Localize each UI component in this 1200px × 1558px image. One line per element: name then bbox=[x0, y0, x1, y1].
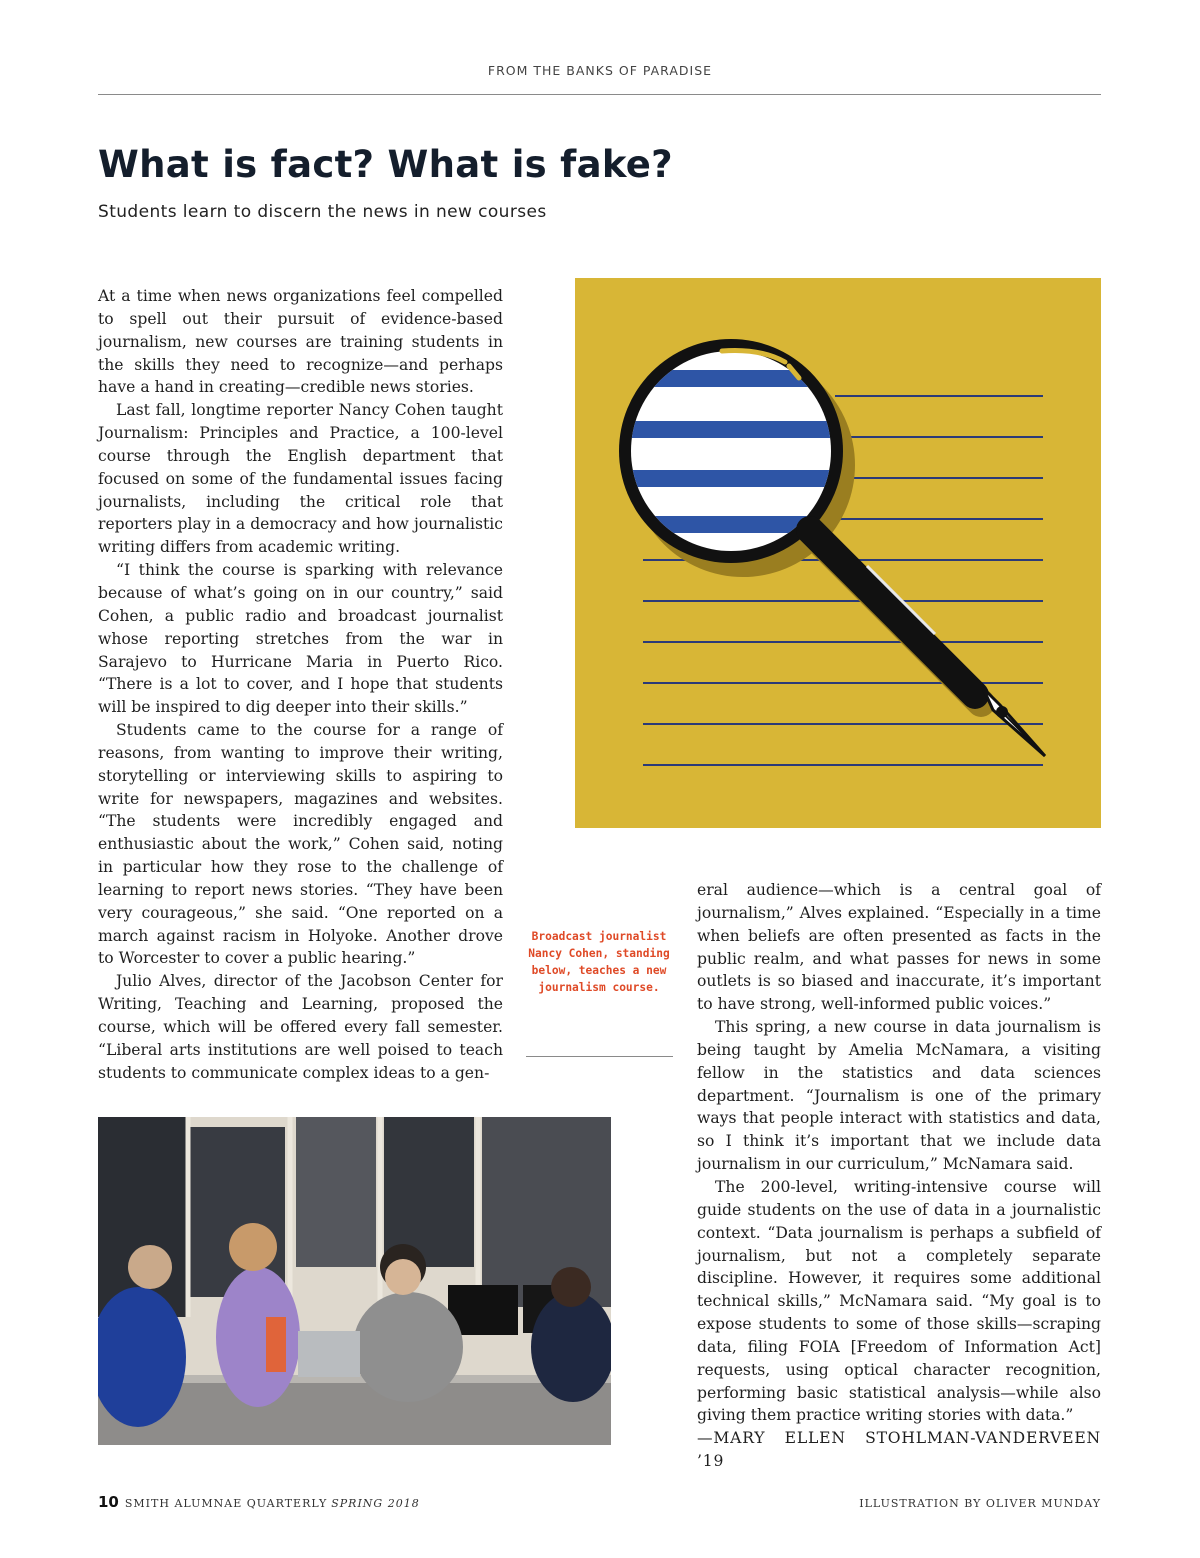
magnifying-glass-pen-icon bbox=[575, 278, 1101, 828]
paragraph: At a time when news organizations feel compelled to spell out their pursuit of evidence-based journalism, new courses are training students in the skills they need to recognize—and perhaps have a hand in creating—credible news stories. bbox=[98, 287, 503, 397]
illustration-credit: ILLUSTRATION BY OLIVER MUNDAY bbox=[859, 1497, 1101, 1510]
paragraph: Julio Alves, director of the Jacobson Center for Writing, Teaching and Learning, proposed the course, which will be offered every fall semester. “Liberal arts institutions are well poised to teach students to communicate complex ideas to a gen- bbox=[98, 972, 503, 1082]
illustration bbox=[575, 278, 1101, 828]
article-column-2 bbox=[697, 879, 1101, 1473]
paragraph: eral audience—which is a central goal of journalism,” Alves explained. “Especially in a time when beliefs are often presented as facts in the public realm, and what passes for news in some outlets is so biased and inaccurate, it’s important to have strong, well-informed public voices.” bbox=[697, 881, 1101, 1014]
issue-season: SPRING 2018 bbox=[331, 1497, 420, 1510]
article-column-1 bbox=[98, 285, 503, 1085]
article-title: What is fact? What is fake? bbox=[98, 143, 673, 186]
classroom-photo bbox=[98, 1117, 611, 1445]
publication-name: SMITH ALUMNAE QUARTERLY bbox=[124, 1497, 328, 1510]
footer-publication bbox=[98, 1493, 420, 1511]
photo-caption: Broadcast journalist Nancy Cohen, standing below, teaches a new journalism course. bbox=[528, 930, 670, 994]
section-label: FROM THE BANKS OF PARADISE bbox=[487, 63, 713, 78]
paragraph: Last fall, longtime reporter Nancy Cohen taught Journalism: Principles and Practice, a 100-level course through the English department that focused on some of the fundamental issues facing journalists, including the critical role that reporters play in a democracy and how journalistic writing differs from academic writing. bbox=[98, 401, 503, 557]
paragraph: This spring, a new course in data journalism is being taught by Amelia McNamara, a visiting fellow in the statistics and data sciences department. “Journalism is one of the primary ways that people interact with statistics and data, so I think it’s important that we include data journalism in our curriculum,” McNamara said. bbox=[697, 1018, 1101, 1174]
header-rule bbox=[98, 94, 1101, 95]
paragraph: Students came to the course for a range of reasons, from wanting to improve their writing, storytelling or interviewing skills to aspiring to write for newspapers, magazines and websites. “The students were incredibly engaged and enthusiastic about the work,” Cohen said, noting in particular how they rose to the challenge of learning to report news stories. “They have been very courageous,” she said. “One reported on a march against racism in Holyoke. Another drove to Worcester to cover a public hearing.” bbox=[98, 721, 503, 968]
caption-rule bbox=[526, 1056, 673, 1057]
byline: —MARY ELLEN STOHLMAN-VANDERVEEN ’19 bbox=[697, 1429, 1101, 1471]
paragraph: The 200-level, writing-intensive course will guide students on the use of data in a journalistic context. “Data journalism is perhaps a subfield of journalism, but not a completely separate discipline. However, it requires some additional technical skills,” McNamara said. “My goal is to expose students to some of those skills—scraping data, filing FOIA [Freedom of Information Act] requests, using optical character recognition, performing basic statistical analysis—while also giving them practice writing stories with data.” bbox=[697, 1177, 1101, 1425]
article-subtitle: Students learn to discern the news in new courses bbox=[98, 202, 547, 222]
page-number: 10 bbox=[98, 1493, 119, 1511]
paragraph: “I think the course is sparking with relevance because of what’s going on in our country,” said Cohen, a public radio and broadcast journalist whose reporting stretches from the war in Sarajevo to Hurricane Maria in Puerto Rico. “There is a lot to cover, and I hope that students will be inspired to dig deeper into their skills.” bbox=[98, 561, 503, 717]
